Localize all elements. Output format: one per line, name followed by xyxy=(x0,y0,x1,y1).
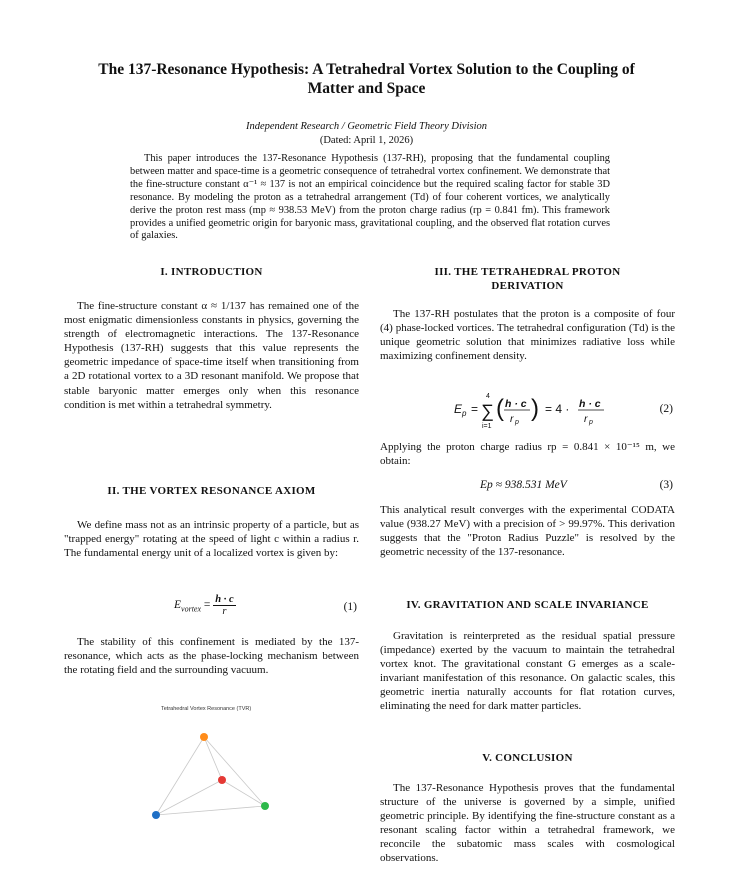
abstract: This paper introduces the 137-Resonance Hypothesis (137-RH), proposing that the fundamental coupling between matter and space-time is a geometric consequence of tetrahedral vortex confinement. We demonstrate that the fine-structure constant α⁻¹ ≈ 137 is not an empirical coincidence but the required scaling factor for stable 3D resonance. By modeling the proton as a tetrahedral arrangement (Td) of four coherent vortices, we analytically derive the proton rest mass (mp ≈ 938.53 MeV) from the proton charge radius (rp = 0.841 fm). This framework provides a unified geometric origin for baryonic mass, gravitational coupling, and the observed flat rotation curves of galaxies. xyxy=(130,153,610,242)
eq-subscript: vortex xyxy=(181,604,202,614)
svg-text:i=1: i=1 xyxy=(482,423,492,430)
svg-text:=: = xyxy=(471,402,479,416)
paragraph: The fine-structure constant α ≈ 1/137 has remained one of the most enigmatic dimensionless constants in physics, governing the strength of electromagnetic interactions. The 137-Resonance Hypothesis (137-RH) suggests that this value represents the geometric impedance of space-time itself when transitioning from a 2D rotational vortex to a 3D resonant manifold. We propose that stable baryonic matter emerges only when this resonance condition is met within a tetrahedral symmetry. xyxy=(64,300,359,411)
equation-number: (3) xyxy=(659,479,673,491)
section-tetrahedral-proton xyxy=(380,265,675,293)
section-heading-line-2: DERIVATION xyxy=(491,280,564,292)
figure-caption: Tetrahedral Vortex Resonance (TVR) xyxy=(161,706,252,712)
date-line: (Dated: April 1, 2026) xyxy=(319,135,414,146)
svg-text:= 4 ·: = 4 · xyxy=(545,402,570,416)
equation-number: (2) xyxy=(659,403,673,415)
section-heading: II. THE VORTEX RESONANCE AXIOM xyxy=(107,485,316,497)
conclusion-body xyxy=(380,781,675,866)
edge-left-right xyxy=(156,806,265,815)
equation-1: $E_{vortex}$ = $\frac{h \cdot c}{r}$ (1) xyxy=(174,594,357,617)
edge-center-top xyxy=(204,737,222,780)
eq-lhs: E xyxy=(174,599,182,612)
tetrahedral-body-3 xyxy=(380,503,675,559)
svg-text:E: E xyxy=(454,402,463,416)
svg-text:p: p xyxy=(589,419,593,426)
eq-denominator: r xyxy=(222,606,227,617)
axiom-body-2 xyxy=(64,635,359,677)
equation-number: (1) xyxy=(343,601,357,613)
section-heading: IV. GRAVITATION AND SCALE INVARIANCE xyxy=(406,599,649,611)
svg-text:p: p xyxy=(515,419,519,426)
svg-text:p: p xyxy=(462,409,467,418)
edge-center-right xyxy=(222,780,265,806)
vortex-node-top xyxy=(200,733,208,741)
introduction-body xyxy=(64,299,359,412)
svg-text:4: 4 xyxy=(486,393,490,400)
section-introduction xyxy=(64,265,359,279)
paragraph: The 137-Resonance Hypothesis proves that the fundamental structure of the universe is governed by a simple, unified geometric principle. By identifying the fine-structure constant as a resonant scaling factor within a tetrahedral framework, we reconcile the subatomic mass scales with cosmological observations. xyxy=(380,782,675,865)
svg-text:r: r xyxy=(510,413,514,425)
equation-3-text: Ep ≈ 938.531 MeV xyxy=(480,479,567,491)
eq-fraction xyxy=(213,594,235,617)
svg-text:h · c: h · c xyxy=(579,398,601,410)
eq-numerator: h · c xyxy=(215,594,234,605)
equation-2 xyxy=(380,386,675,434)
vortex-node-center xyxy=(218,776,226,784)
paragraph: The stability of this confinement is mediated by the 137-resonance, which acts as the phase-locking mechanism between the rotating field and the surrounding vacuum. xyxy=(64,636,359,677)
paragraph: Gravitation is reinterpreted as the residual spatial pressure (impedance) exerted by the vacuum to maintain the tetrahedral vortex knot. The gravitational constant G emerges as a scale-invariant manifestation of this resonance. On galactic scales, this geometric inertia naturally accounts for flat rotation curves, eliminating the need for dark matter particles. xyxy=(380,630,675,713)
tetrahedron-figure xyxy=(140,706,340,826)
section-gravitation xyxy=(380,598,675,612)
title-line-2: Matter and Space xyxy=(307,80,426,97)
axiom-body xyxy=(64,518,359,560)
svg-text:∑: ∑ xyxy=(481,401,494,421)
paragraph: We define mass not as an intrinsic property of a particle, but as "trapped energy" rotating at the speed of light c within a radius r. The fundamental energy unit of a localized vortex is given by: xyxy=(64,519,359,560)
svg-text:): ) xyxy=(531,395,539,422)
tetrahedron-diagram xyxy=(140,706,340,826)
equation-2-graphic xyxy=(450,386,650,434)
svg-text:h · c: h · c xyxy=(505,398,527,410)
affiliation: Independent Research / Geometric Field Theory Division xyxy=(245,121,488,132)
svg-text:(: ( xyxy=(496,395,504,422)
edge-center-left xyxy=(156,780,222,815)
edge-top-left xyxy=(156,737,204,815)
vortex-node-left xyxy=(152,811,160,819)
gravitation-body xyxy=(380,629,675,714)
section-vortex-axiom xyxy=(64,484,359,498)
paragraph: The 137-RH postulates that the proton is a composite of four (4) phase-locked vortices. The tetrahedral configuration (Td) is the unique geometric solution that minimizes radiative loss while maximizing confinement density. xyxy=(380,308,675,363)
vortex-node-right xyxy=(261,802,269,810)
paper-title xyxy=(40,60,693,98)
paragraph: Applying the proton charge radius rp = 0.841 × 10⁻¹⁵ m, we obtain: xyxy=(380,441,675,468)
tetrahedral-body-2 xyxy=(380,440,675,468)
edge-top-right xyxy=(204,737,265,806)
svg-text:r: r xyxy=(584,413,588,425)
section-conclusion xyxy=(380,751,675,765)
paragraph: This analytical result converges with the experimental CODATA value (938.27 MeV) with a precision of > 99.97%. This derivation suggests that the "Proton Radius Puzzle" is resolved by the geometric necessity of the 137-resonance. xyxy=(380,504,675,559)
section-heading: I. INTRODUCTION xyxy=(160,266,263,278)
section-heading-line-1: III. THE TETRAHEDRAL PROTON xyxy=(434,266,621,278)
tetrahedral-body xyxy=(380,307,675,363)
section-heading: V. CONCLUSION xyxy=(482,752,573,764)
title-line-1: The 137-Resonance Hypothesis: A Tetrahedral Vortex Solution to the Coupling of xyxy=(98,61,635,78)
